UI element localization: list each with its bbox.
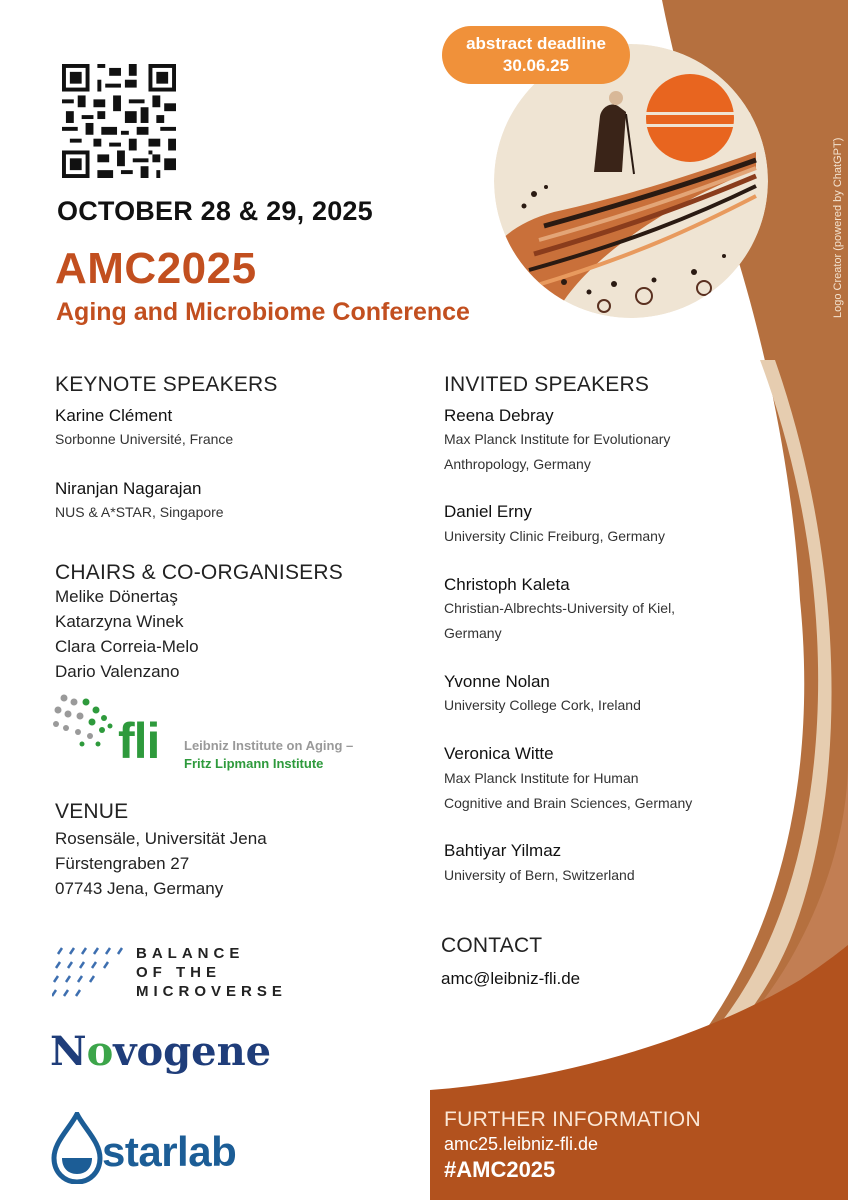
chairs-heading: CHAIRS & CO-ORGANISERS <box>55 561 343 584</box>
affiliation-line: Max Planck Institute for Human <box>444 770 639 786</box>
balance-of-the-microverse-logo <box>52 944 287 1000</box>
invited-name: Daniel Erny <box>444 502 532 521</box>
keynote-name: Karine Clément <box>55 406 173 425</box>
contact-heading: CONTACT <box>441 934 543 957</box>
image-credit: Logo Creator (powered by ChatGPT) <box>832 137 844 318</box>
venue-line: Rosensäle, Universität Jena <box>55 829 267 848</box>
invited-name: Yvonne Nolan <box>444 672 550 691</box>
starlab-drop-icon <box>50 1112 104 1184</box>
fli-wordmark: fli <box>118 713 160 769</box>
bom-line: MICROVERSE <box>136 983 287 1000</box>
novogene-accent-letter: o <box>86 1028 114 1075</box>
fli-logo <box>52 692 372 782</box>
hashtag: #AMC2025 <box>444 1157 556 1182</box>
starlab-logo <box>50 1112 270 1184</box>
invited-name: Reena Debray <box>444 406 554 425</box>
venue-line: Fürstengraben 27 <box>55 854 190 873</box>
chair-name: Melike Dönertaş <box>55 587 178 606</box>
invited-affiliation <box>444 863 635 888</box>
keynote-affiliation: NUS & A*STAR, Singapore <box>55 504 224 520</box>
affiliation-line: Max Planck Institute for Evolutionary <box>444 431 671 447</box>
affiliation-line: Cognitive and Brain Sciences, Germany <box>444 795 693 811</box>
event-date: OCTOBER 28 & 29, 2025 <box>57 196 373 226</box>
invited-affiliation <box>444 427 670 477</box>
badge-date: 30.06.25 <box>502 56 570 75</box>
keynote-heading: KEYNOTE SPEAKERS <box>55 373 278 396</box>
chair-name: Dario Valenzano <box>55 662 180 681</box>
affiliation-line: Germany <box>444 625 502 641</box>
fli-name-line1: Leibniz Institute on Aging – <box>184 738 354 753</box>
fli-dots-icon <box>52 692 122 752</box>
invited-affiliation <box>444 766 692 816</box>
contact-email-link[interactable]: amc@leibniz-fli.de <box>441 969 581 988</box>
fli-name-line2: Fritz Lipmann Institute <box>184 756 324 771</box>
invited-affiliation <box>444 596 675 646</box>
venue-line: 07743 Jena, Germany <box>55 879 224 898</box>
chair-name: Katarzyna Winek <box>55 612 184 631</box>
affiliation-line: Anthropology, Germany <box>444 456 591 472</box>
conference-code: AMC2025 <box>55 244 257 293</box>
conference-illustration <box>494 44 768 318</box>
bom-line: BALANCE <box>136 945 245 962</box>
further-information <box>444 1108 701 1183</box>
affiliation-line: University College Cork, Ireland <box>444 697 641 713</box>
chair-name: Clara Correia-Melo <box>55 637 199 656</box>
invited-name: Veronica Witte <box>444 744 554 763</box>
invited-name: Bahtiyar Yilmaz <box>444 841 562 860</box>
bom-line: OF THE <box>136 964 221 981</box>
qr-code[interactable] <box>62 64 176 178</box>
venue-heading: VENUE <box>55 800 129 823</box>
novogene-logo: Novogene <box>50 1028 272 1075</box>
starlab-wordmark: starlab <box>102 1128 237 1175</box>
affiliation-line: University of Bern, Switzerland <box>444 867 635 883</box>
badge-line1: abstract deadline <box>466 34 606 53</box>
invited-name: Christoph Kaleta <box>444 575 570 594</box>
invited-affiliation <box>444 693 641 718</box>
website-link[interactable]: amc25.leibniz-fli.de <box>444 1134 599 1154</box>
microverse-dashes-icon <box>52 944 130 998</box>
affiliation-line: University Clinic Freiburg, Germany <box>444 528 665 544</box>
abstract-deadline-badge <box>442 26 630 84</box>
affiliation-line: Christian-Albrechts-University of Kiel, <box>444 600 676 616</box>
conference-name: Aging and Microbiome Conference <box>56 298 470 326</box>
invited-affiliation <box>444 524 665 549</box>
keynote-name: Niranjan Nagarajan <box>55 479 202 498</box>
keynote-affiliation: Sorbonne Université, France <box>55 431 234 447</box>
invited-heading: INVITED SPEAKERS <box>444 373 650 396</box>
further-heading: FURTHER INFORMATION <box>444 1108 701 1131</box>
